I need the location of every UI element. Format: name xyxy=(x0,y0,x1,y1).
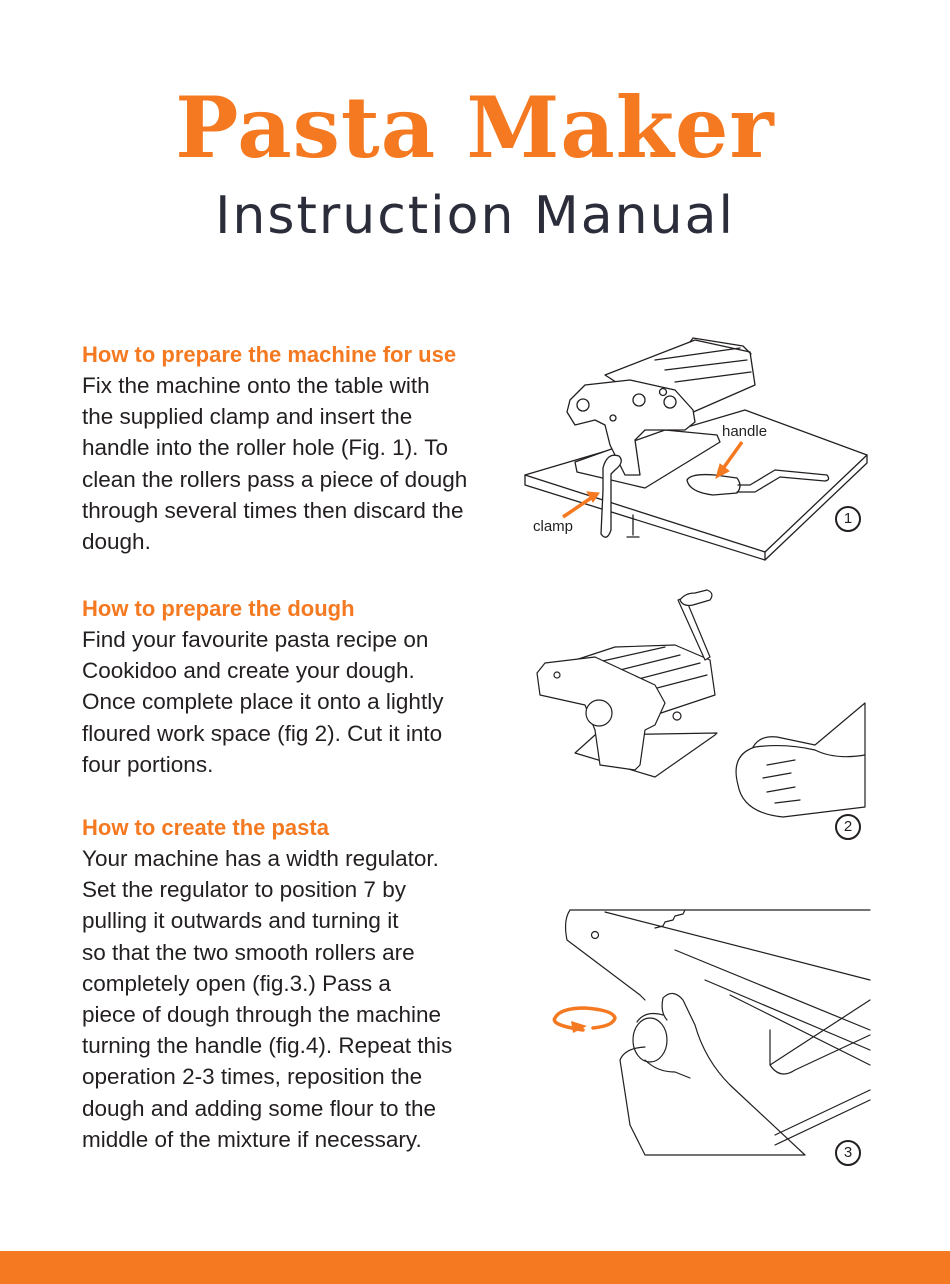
body-line: Set the regulator to position 7 by xyxy=(82,877,406,903)
figure-2 xyxy=(515,585,875,840)
body-line: dough and adding some flour to the xyxy=(82,1095,437,1121)
section-heading: How to prepare the dough xyxy=(82,596,355,621)
body-line: operation 2-3 times, reposition the xyxy=(82,1064,423,1090)
body-line: middle of the mixture if necessary. xyxy=(82,1126,422,1152)
figure-3 xyxy=(545,900,875,1185)
body-line: clean the rollers pass a piece of dough xyxy=(82,466,468,492)
body-line: so that the two smooth rollers are xyxy=(82,939,415,965)
figure-label-handle: handle xyxy=(722,423,768,440)
body-line: Cookidoo and create your dough. xyxy=(82,658,415,684)
section-prepare-dough xyxy=(82,594,482,780)
body-line: dough. xyxy=(82,529,151,555)
figure-1 xyxy=(515,330,875,570)
section-heading: How to prepare the machine for use xyxy=(82,342,457,367)
body-line: Fix the machine onto the table with xyxy=(82,373,430,398)
figure-number-3: 3 xyxy=(835,1140,861,1166)
figure-label-clamp: clamp xyxy=(533,518,574,535)
figure-number-2: 2 xyxy=(835,814,861,840)
page-subtitle: Instruction Manual xyxy=(215,186,735,246)
body-line: through several times then discard the xyxy=(82,497,464,523)
body-line: handle into the roller hole (Fig. 1). To xyxy=(82,435,449,461)
body-line: Your machine has a width regulator. xyxy=(82,846,439,871)
body-line: completely open (fig.3.) Pass a xyxy=(82,970,391,996)
body-line: piece of dough through the machine xyxy=(82,1002,442,1028)
rotate-arrow-icon xyxy=(545,900,875,1185)
body-line: floured work space (fig 2). Cut it into xyxy=(82,720,443,746)
section-prepare-machine xyxy=(82,340,482,557)
body-line: turning the handle (fig.4). Repeat this xyxy=(82,1033,453,1059)
pasta-machine-dough-icon xyxy=(515,585,875,840)
section-create-pasta xyxy=(82,813,482,1155)
body-line: the supplied clamp and insert the xyxy=(82,404,413,430)
body-line: pulling it outwards and turning it xyxy=(82,908,399,934)
body-line: Find your favourite pasta recipe on xyxy=(82,627,429,652)
page-title: Pasta Maker xyxy=(175,78,775,177)
figure-number-1: 1 xyxy=(835,506,861,532)
footer-bar xyxy=(0,1251,950,1284)
section-heading: How to create the pasta xyxy=(82,815,329,840)
body-line: four portions. xyxy=(82,751,214,777)
body-line: Once complete place it onto a lightly xyxy=(82,689,444,715)
